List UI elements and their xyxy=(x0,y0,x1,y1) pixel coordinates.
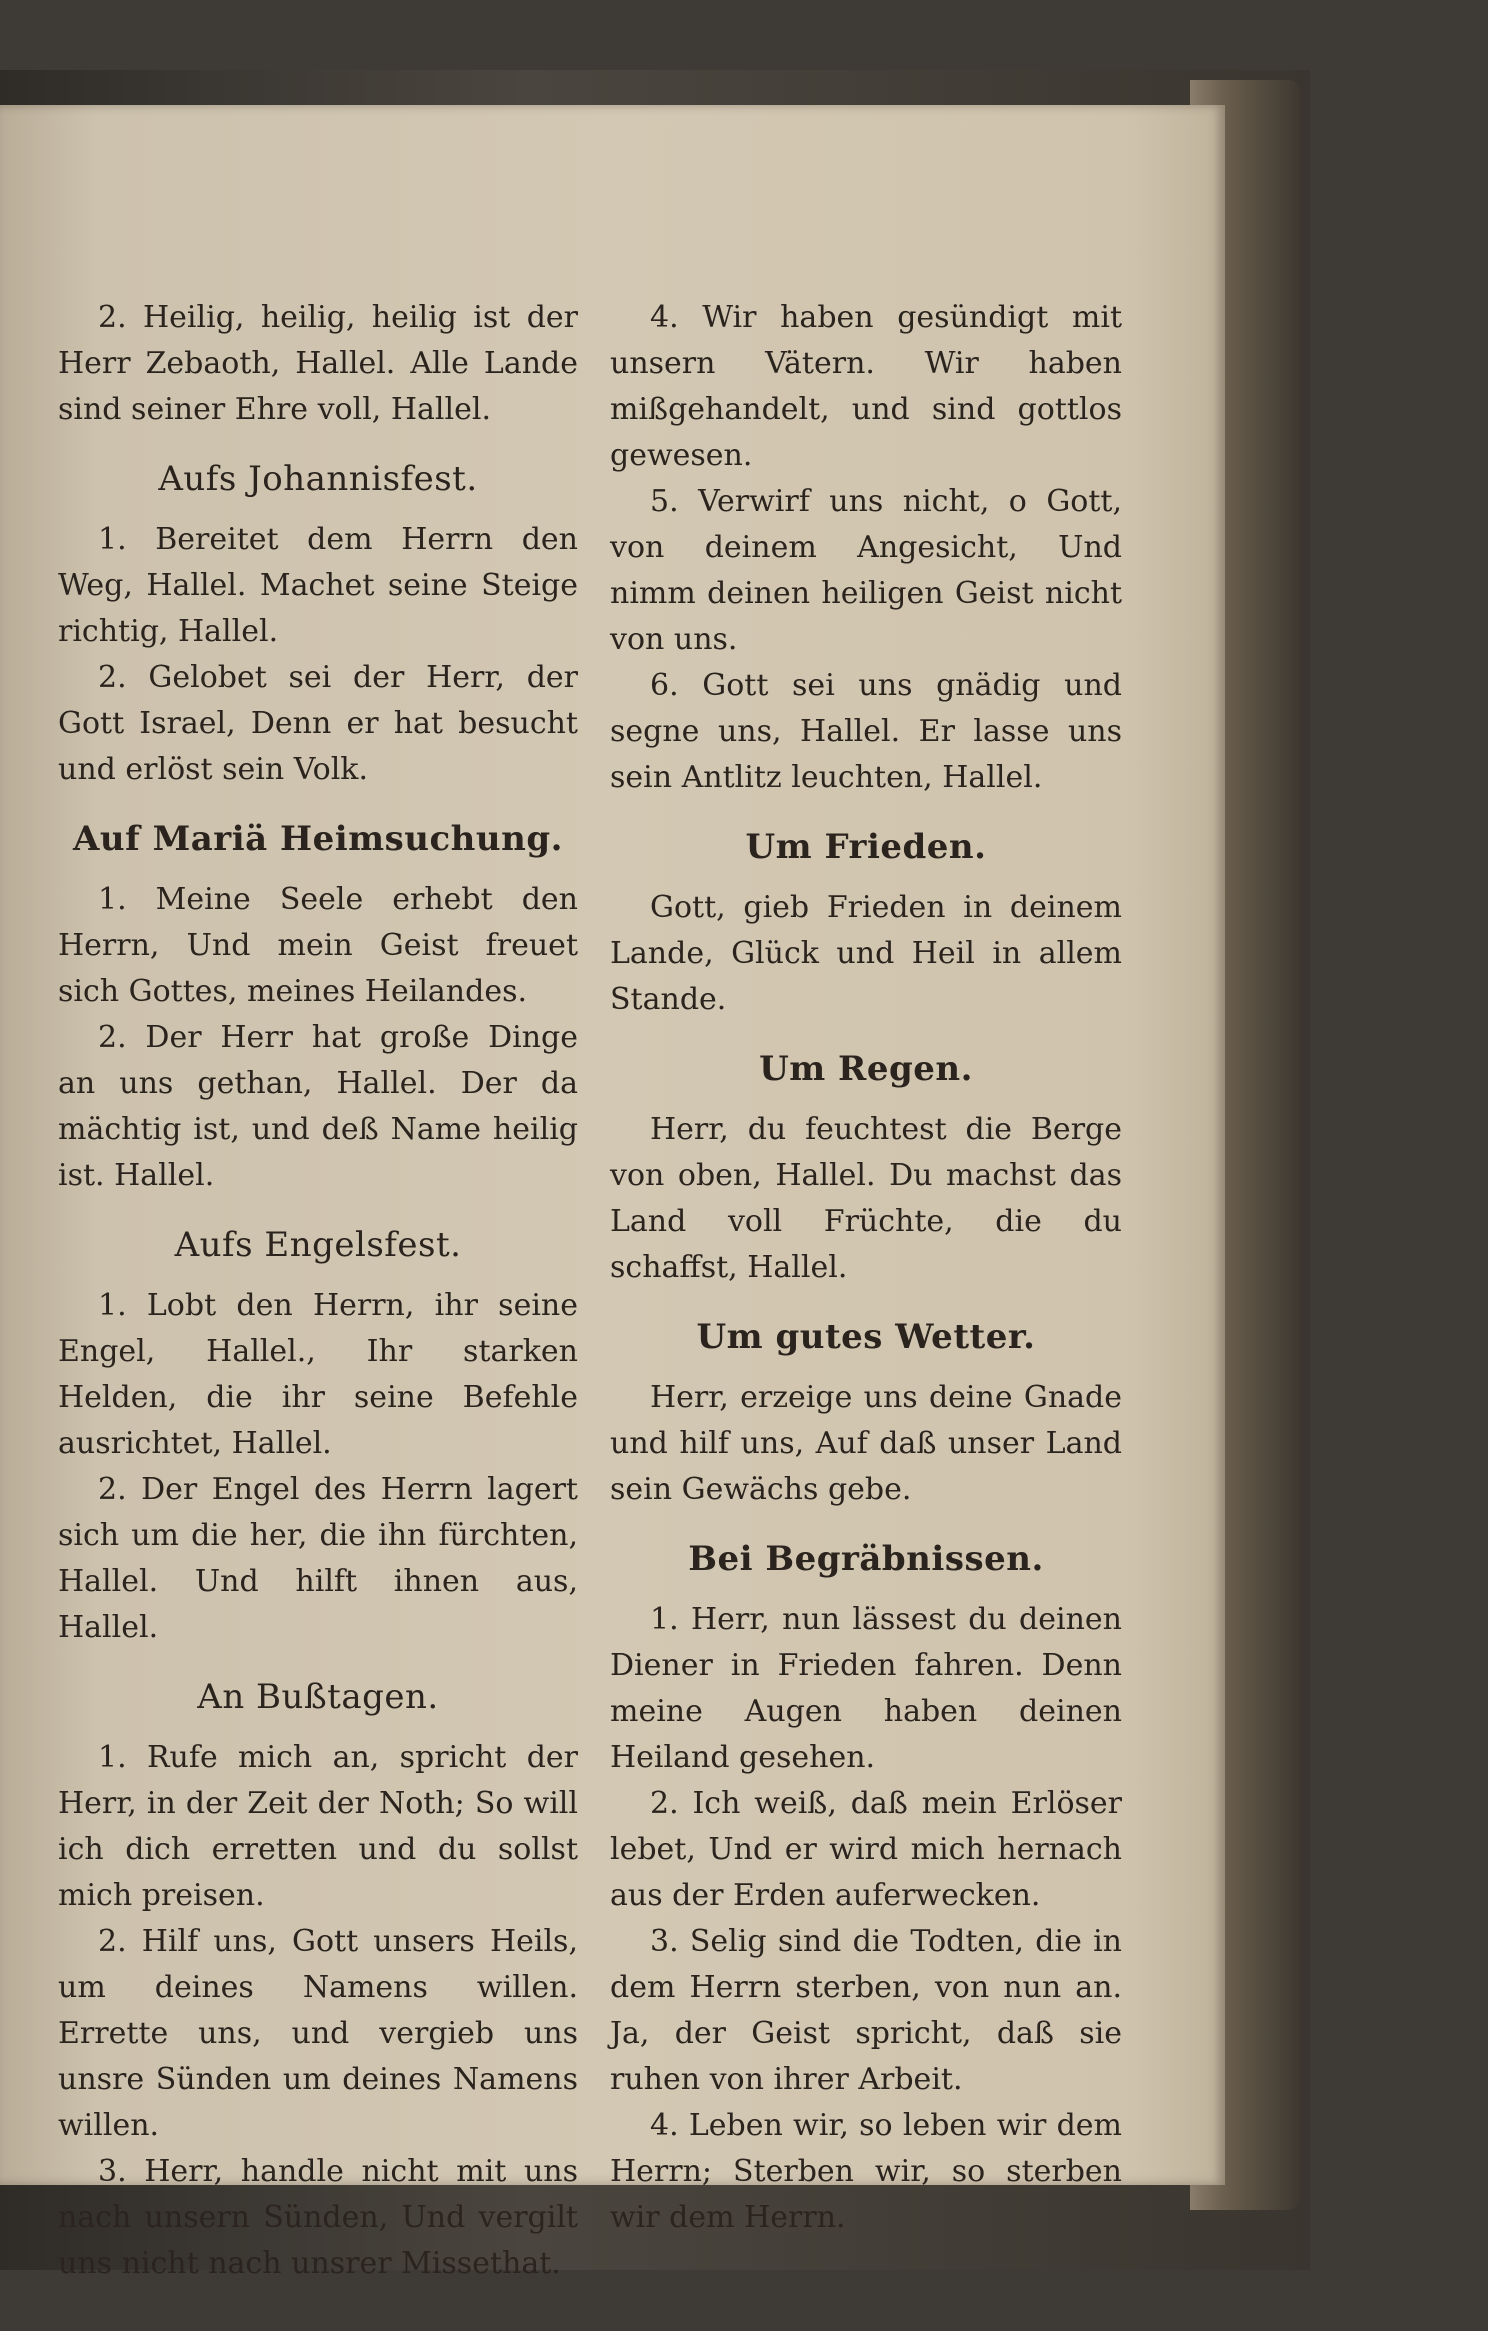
paragraph: 1. Rufe mich an, spricht der Herr, in der Zeit der Noth; So will ich dich erretten und du sollst mich preisen. xyxy=(58,1740,578,1913)
paragraph: 2. Hilf uns, Gott unsers Heils, um deines Namens willen. Errette uns, und vergieb uns unsre Sünden um deines Namens willen. xyxy=(58,1924,578,2143)
paragraph: 2. Gelobet sei der Herr, der Gott Israel, Denn er hat besucht und erlöst sein Volk. xyxy=(58,660,578,787)
paragraph: 5. Verwirf uns nicht, o Gott, von deinem Angesicht, Und nimm deinen heiligen Geist nicht von uns. xyxy=(610,484,1122,657)
paragraph: 1. Meine Seele erhebt den Herrn, Und mein Geist freuet sich Gottes, meines Heilandes. xyxy=(58,882,578,1009)
paragraph: 6. Gott sei uns gnädig und segne uns, Hallel. Er lasse uns sein Antlitz leuchten, Hallel. xyxy=(610,668,1122,795)
paragraph: 3. Selig sind die Todten, die in dem Herrn sterben, von nun an. Ja, der Geist spricht, daß sie ruhen von ihrer Arbeit. xyxy=(610,1924,1122,2097)
paragraph: 2. Heilig, heilig, heilig ist der Herr Zebaoth, Hallel. Alle Lande sind seiner Ehre voll, Hallel. xyxy=(58,300,578,427)
paragraph: Herr, erzeige uns deine Gnade und hilf uns, Auf daß unser Land sein Gewächs gebe. xyxy=(610,1380,1122,1507)
section-heading: Um Frieden. xyxy=(745,827,987,867)
left-column xyxy=(58,295,578,2287)
section-heading: Bei Begräbnissen. xyxy=(688,1539,1044,1579)
section-heading: Auf Mariä Heimsuchung. xyxy=(73,819,563,859)
section-heading: Um gutes Wetter. xyxy=(696,1317,1036,1357)
paragraph: Gott, gieb Frieden in deinem Lande, Glück und Heil in allem Stande. xyxy=(610,890,1122,1017)
paragraph: 1. Bereitet dem Herrn den Weg, Hallel. Machet seine Steige richtig, Hallel. xyxy=(58,522,578,649)
paragraph: 2. Ich weiß, daß mein Erlöser lebet, Und er wird mich hernach aus der Erden auferwecken. xyxy=(610,1786,1122,1913)
section-heading: An Bußtagen. xyxy=(197,1677,439,1717)
paragraph: 1. Lobt den Herrn, ihr seine Engel, Hallel., Ihr starken Helden, die ihr seine Befehle ausrichtet, Hallel. xyxy=(58,1288,578,1461)
paragraph: Herr, du feuchtest die Berge von oben, Hallel. Du machst das Land voll Früchte, die du schaffst, Hallel. xyxy=(610,1112,1122,1285)
paragraph: 4. Wir haben gesündigt mit unsern Vätern. Wir haben mißgehandelt, und sind gottlos gewesen. xyxy=(610,300,1122,473)
paragraph: 2. Der Engel des Herrn lagert sich um die her, die ihn fürchten, Hallel. Und hilft ihnen aus, Hallel. xyxy=(58,1472,578,1645)
book-page xyxy=(0,105,1225,2281)
paragraph: 2. Der Herr hat große Dinge an uns gethan, Hallel. Der da mächtig ist, und deß Name heilig ist. Hallel. xyxy=(58,1020,578,1193)
section-heading: Aufs Engelsfest. xyxy=(174,1225,462,1265)
section-heading: Um Regen. xyxy=(759,1049,973,1089)
paragraph: 3. Herr, handle nicht mit uns nach unsern Sünden, Und vergilt uns nicht nach unsrer Missethat. xyxy=(58,2154,578,2281)
section-heading: Aufs Johannisfest. xyxy=(158,459,478,499)
paragraph: 1. Herr, nun lässest du deinen Diener in Frieden fahren. Denn meine Augen haben deinen Heiland gesehen. xyxy=(610,1602,1122,1775)
paragraph: 4. Leben wir, so leben wir dem Herrn; Sterben wir, so sterben wir dem Herrn. xyxy=(610,2108,1122,2235)
right-column xyxy=(610,295,1122,2241)
